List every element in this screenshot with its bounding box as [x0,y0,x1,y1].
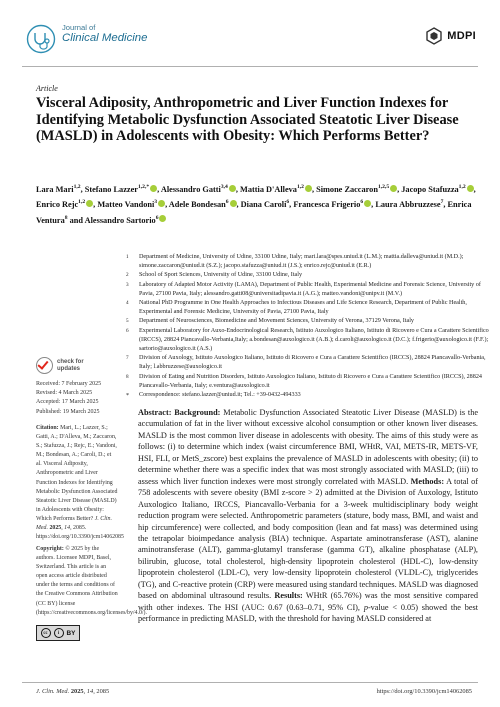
affiliation-item [126,253,490,271]
author-affiliation-marker: 3,4 [220,184,228,190]
affiliation-number: 3 [126,281,129,288]
methods-text: A total of 758 adolescents with severe obesity (BMI z-score > 2) admitted at the Division of Auxology, Istituto Auxologico Italiano, IRCCS, Piancavallo-Verbania for a 3-week multidisciplinary body weight reduction program were selected. Anthropometric parameters (stature, body mass, BMI, and waist and hip circumference) were collected, and body composition (lean and fat mass) was determined using the tetrapolar bioimpedance analysis (BIA) technique. Aspartate aminotransferase (AST), alanine aminotransferase (ALT), gamma-glutamyl transferase (gamma GT), alkaline phosphatase (ALP), bilirubin, glucose, total cholesterol, high-density lipoprotein cholesterol (HDL-C), low-density lipoprotein cholesterol (LDL-C), very low-density lipoprotein cholesterol (VLDL-C), triglycerides (TG), and C-reactive protein (CRP) were measured using standard techniques. MASLD was diagnosed based on abdominal ultrasound results. [138,476,479,601]
revised-date: Revised: 4 March 2025 [36,390,93,397]
affiliation-text: Laboratory of Adapted Motor Activity (LAMA), Department of Public Health, Experimental Medicine and Forensic Science, University of Pavia, 27100 Pavia, Italy; alessandro.gatti08@universitadipavia.it (A.G.); matteo.vandoni@unipv.it (M.V.) [139,281,481,297]
affiliation-item [126,281,490,299]
check-updates-icon [36,357,53,374]
background-text: Metabolic Dysfunction Associated Steatotic Liver Disease (MASLD) is the accumulation of fat in the liver without excessive alcohol consumption or other known liver diseases. MASLD is the most common liver disease in adolescents with obesity. The aims of this study were as follows: (i) to determine which index (waist circumference BMI, WHtR, VAI, METS-IR, METS-VF, HSI, FLI, or MetS_zscore) best explains the prevalence of MASLD in adolescents with obesity; (ii) to determine whether there was a specific index that was most strongly associated with MASLD; (iii) to assess which liver function indexes were most strongly correlated with MASLD. [138,408,479,486]
author-affiliation-marker: 1,2 [458,184,466,190]
publisher-logo[interactable] [425,27,476,45]
orcid-icon[interactable] [159,215,166,222]
footer-year: 2025 [70,688,84,695]
results-text: WHtR (65.76%) was the most sensitive compared with other indexes. The HSI (AUC: 0.67 (0.63–0.71, 95% CI), [138,591,478,612]
author-list: Lara Mari$^{1,2}$, Stefano Lazzer$^{1,2,*}$ , Alessandro Gatti$^{3,4}$ , Mattia D'Alleva$^{1,2}$ , Simone Zaccaron$^{1,2,5}$ , Jacopo Stafuzza$^{1,2}$ , Enrico Rejc$^{1,2}$ , Matteo Vandoni$^3$ , Adele Bondesan$^6$ , Diana Caroli$^6$, Francesca Frigerio$^6$ , Laura Abbruzzese$^7$, Enrica Ventura$^8$ and Alessandro Sartorio$^6$ [36,184,476,225]
author-name[interactable]: Stefano Lazzer [84,184,138,194]
orcid-icon[interactable] [467,185,474,192]
orcid-icon[interactable] [305,185,312,192]
abstract-label: Abstract: [138,408,172,417]
p-value-symbol: p [363,602,368,612]
citation-doi-link[interactable]: , 2085. https://doi.org/10.3390/jcm14062085 [36,525,124,541]
author-name[interactable]: Enrico Rejc [36,200,79,210]
affiliation-text: Department of Medicine, University of Udine, 33100 Udine, Italy; mari.lara@spes.uniud.it (L.M.); mattia.dalleva@uniud.it (M.D.); simone.zaccaron@uniud.it (S.Z.); jacopo.stafuzza@uniud.it (J.S.); enrico.rejc@uniud.it (E.R.) [139,254,464,270]
journal-logo-icon [26,24,56,54]
author-affiliation-marker: 3 [154,199,158,206]
citation-volume: 14 [64,525,71,532]
affiliation-number: 1 [126,254,129,260]
orcid-icon[interactable] [390,185,397,192]
cc-license-badge[interactable] [36,625,80,641]
journal-name[interactable] [62,24,147,45]
affiliation-item [126,271,490,280]
article-type: Article [36,84,58,93]
affiliation-text: Division of Auxology, Istituto Auxologico Italiano, Istituto di Ricovero e Cura a Carattere Scientifico (IRCCS), 28824 Piancavallo-Verbania, Italy; l.abbruzzese@auxologico.it [139,355,486,371]
affiliation-text: National PhD Programme in One Health Approaches to Infectious Diseases and Life Science Research, Department of Public Health, Experimental and Forensic Medicine, University of Pavia, 27100 Pavia, Italy [139,300,467,316]
author-affiliation-marker: 6 [225,199,229,206]
journal-prefix: Journal of [62,23,96,32]
header-divider [22,66,478,67]
author-name[interactable]: Adele Bondesan [168,200,226,210]
article-title: Visceral Adiposity, Anthropometric and Liver Function Indexes for Identifying Metabolic Dysfunction Associated Steatotic Liver Disease (MASLD) in Adolescents with Obesity: Which Performs Better? [36,95,459,145]
citation-label: Citation: [36,425,59,431]
affiliation-item [126,317,490,326]
affiliation-text: Department of Neurosciences, Biomedicine and Movement Sciences, University of Verona, 37129 Verona, Italy [139,318,414,325]
author-affiliation-marker: 6 [286,199,290,206]
author-name[interactable]: Enrica Ventura [36,200,472,225]
affiliation-item [126,354,490,372]
author-affiliation-marker: 1,2 [73,184,81,190]
author-name[interactable]: Laura Abbruzzese [375,200,441,210]
affiliation-text: School of Sport Sciences, University of Udine, 33100 Udine, Italy [139,272,303,279]
citation-block: Citation: Mari, L.; Lazzer, S.; Gatti, A.; D'Alleva, M.; Zaccaron, S.; Stafuzza, J.; Rejc, E.; Vandoni, M.; Bondesan, A.; Caroli, D.; et al. Visceral Adiposity, Anthropometric and Liver Function Indexes for Identifying Metabolic Dysfunction Associated Steatotic Liver Disease (MASLD) in Adolescents with Obesity: Which Performs Better? J. Clin. Med. 2025, 14, 2085. https://doi.org/10.3390/jcm14062085 [36,425,124,541]
background-label: Background: [174,408,221,417]
author-name[interactable]: Mattia D'Alleva [240,184,297,194]
affiliation-text: Division of Eating and Nutrition Disorders, Istituto Auxologico Italiano, Istituto di Ricovero e Cura a Carattere Scientifico (IRCCS), 28824 Piancavallo-Verbania, Italy; e.ventura@auxologico.it [139,373,482,389]
affiliation-number: 2 [126,272,129,279]
affiliation-item [126,391,490,400]
affiliation-number: * [126,392,130,400]
author-affiliation-marker: 1,2,* [137,184,150,190]
results-label: Results: [274,591,303,601]
author-name[interactable]: Lara Mari [36,184,74,194]
footer-doi-link[interactable]: https://doi.org/10.3390/jcm14062085 [376,688,472,695]
author-name[interactable]: Alessandro Sartorio [84,215,156,225]
orcid-icon[interactable] [150,185,157,192]
affiliation-number: 7 [126,355,129,362]
orcid-icon[interactable] [229,185,236,192]
author-name[interactable]: Francesca Frigerio [293,200,361,210]
footer-article: , 2085 [93,688,110,695]
author-affiliation-marker: 1,2 [78,199,86,206]
article-dates [36,380,116,417]
attribution-icon: i [54,628,64,638]
affiliation-item [126,327,490,355]
copyright-text: © 2025 by the authors. Licensee MDPI, Basel, Switzerland. This article is an open access article distributed under the terms and conditions of the Creative Commons Attribution (CC BY) license (https://creativecommons.org/licenses/by/4.0/). [36,546,147,616]
orcid-icon[interactable] [364,200,371,207]
footer-divider [22,682,478,683]
author-affiliation-marker: 1,2 [296,184,304,190]
affiliation-number: 5 [126,318,129,325]
affiliation-number: 6 [126,327,129,334]
copyright-label: Copyright: [36,546,64,552]
check-updates-label-1: check for [57,358,84,365]
author-name[interactable]: Diana Caroli [240,200,287,210]
author-name[interactable]: Simone Zaccaron [316,184,378,194]
affiliation-text: Correspondence: stefano.lazzer@uniud.it; Tel.: +39-0432-494333 [139,392,301,399]
author-affiliation-marker: 1,2,5 [377,184,390,190]
journal-title: Clinical Medicine [62,32,148,45]
mdpi-icon [425,27,443,45]
author-affiliation-marker: 8 [64,214,68,221]
author-affiliation-marker: 6 [360,199,364,206]
cc-badge-label: BY [66,629,76,637]
author-affiliation-marker: 7 [440,199,444,206]
footer-journal: J. Clin. Med. [36,688,70,695]
affiliation-list [126,253,490,400]
orcid-icon[interactable] [230,200,237,207]
citation-text: Mari, L.; Lazzer, S.; Gatti, A.; D'Alleva, M.; Zaccaron, S.; Stafuzza, J.; Rejc, E.; Vandoni, M.; Bondesan, A.; Caroli, D.; et al. Visceral Adiposity, Anthropometric and Liver Function Indexes for Identifying Metabolic Dysfunction Associated Steatotic Liver Disease (MASLD) in Adolescents with Obesity: Which Performs Better? [36,425,118,522]
check-updates-button[interactable] [36,357,84,374]
orcid-icon[interactable] [158,200,165,207]
affiliation-item [126,299,490,317]
published-date: Published: 19 March 2025 [36,408,100,415]
author-name[interactable]: Matteo Vandoni [97,200,155,210]
citation-year: 2025 [49,525,62,532]
publisher-name: MDPI [447,30,476,42]
citation-journal: J. Clin. Med. [36,515,112,532]
copyright-block [36,545,147,618]
author-name[interactable]: Jacopo Stafuzza [401,184,459,194]
abstract [138,407,478,625]
author-name[interactable]: Alessandro Gatti [160,184,221,194]
cc-icon: cc [41,628,51,638]
affiliation-number: 4 [126,300,129,307]
orcid-icon[interactable] [86,200,93,207]
affiliation-number: 8 [126,373,129,380]
affiliation-item [126,373,490,391]
footer-volume: 14 [86,688,94,695]
accepted-date: Accepted: 17 March 2025 [36,399,99,406]
check-updates-label-2: updates [57,365,81,372]
affiliation-text: Experimental Laboratory for Auxo-Endocrinological Research, Istituto Auxologico Italiano, Istituto di Ricovero e Cura a Carattere Scientifico (IRCCS), 28824 Piancavallo-Verbania,Italy; a.bondesan@auxologico.it (A.B.); d.caroli@auxologico.it (D.C.); f.frigerio@auxologico.it (F.F.); sartorio@auxologico.it (A.S.) [139,327,489,353]
received-date: Received: 7 February 2025 [36,381,102,387]
results-text-2: -value < 0.05) showed the best performance in predicting MASLD, with the threshold for having MASLD considered at [138,602,478,624]
methods-label: Methods: [410,476,445,486]
author-affiliation-marker: 6 [155,214,159,221]
footer-citation: J. Clin. Med. 2025, 14, 2085 [36,688,110,695]
